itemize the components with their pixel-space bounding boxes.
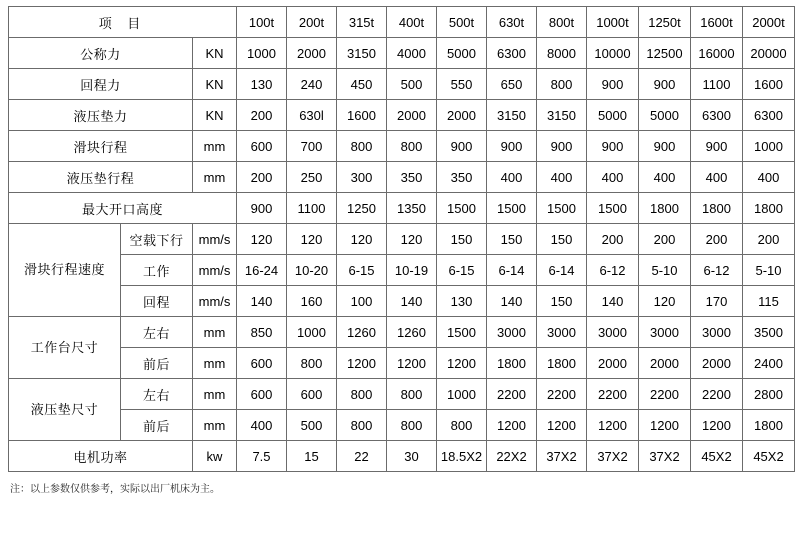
cell-value: 3000 — [487, 317, 537, 348]
cell-value: 800 — [437, 410, 487, 441]
cell-value: 1260 — [387, 317, 437, 348]
cell-value: 500 — [287, 410, 337, 441]
cell-value: 800 — [537, 69, 587, 100]
group-label: 工作台尺寸 — [9, 317, 121, 379]
table-row — [9, 224, 795, 255]
cell-value: 2200 — [537, 379, 587, 410]
cell-value: 2200 — [691, 379, 743, 410]
cell-value: 45X2 — [691, 441, 743, 472]
cell-value: 3150 — [487, 100, 537, 131]
cell-value: 1200 — [487, 410, 537, 441]
cell-value: 400 — [537, 162, 587, 193]
cell-value: 12500 — [639, 38, 691, 69]
cell-value: 37X2 — [639, 441, 691, 472]
row-label: 液压垫力 — [9, 100, 193, 131]
cell-value: 200 — [743, 224, 795, 255]
cell-value: 1200 — [387, 348, 437, 379]
footnote: 注：以上参数仅供参考，实际以出厂机床为主。 — [10, 484, 220, 495]
cell-value: 1200 — [639, 410, 691, 441]
row-unit: mm — [193, 379, 237, 410]
cell-value: 1250 — [337, 193, 387, 224]
cell-value: 1000 — [437, 379, 487, 410]
cell-value: 1500 — [537, 193, 587, 224]
table-row — [9, 255, 795, 286]
cell-value: 10-19 — [387, 255, 437, 286]
row-label: 回程力 — [9, 69, 193, 100]
cell-value: 200 — [237, 100, 287, 131]
cell-value: 6300 — [743, 100, 795, 131]
row-unit: mm — [193, 410, 237, 441]
cell-value: 500 — [387, 69, 437, 100]
cell-value: 200 — [639, 224, 691, 255]
cell-value: 1500 — [587, 193, 639, 224]
cell-value: 630l — [287, 100, 337, 131]
cell-value: 150 — [537, 224, 587, 255]
cell-value: 1200 — [691, 410, 743, 441]
cell-value: 1350 — [387, 193, 437, 224]
cell-value: 3500 — [743, 317, 795, 348]
cell-value: 6-12 — [691, 255, 743, 286]
cell-value: 115 — [743, 286, 795, 317]
header-model: 1000t — [587, 7, 639, 38]
header-model: 2000t — [743, 7, 795, 38]
header-model: 630t — [487, 7, 537, 38]
row-unit: mm/s — [193, 224, 237, 255]
cell-value: 350 — [437, 162, 487, 193]
cell-value: 140 — [487, 286, 537, 317]
header-model: 500t — [437, 7, 487, 38]
cell-value: 850 — [237, 317, 287, 348]
cell-value: 2000 — [387, 100, 437, 131]
cell-value: 300 — [337, 162, 387, 193]
cell-value: 2400 — [743, 348, 795, 379]
cell-value: 1000 — [743, 131, 795, 162]
group-label: 滑块行程速度 — [9, 224, 121, 317]
header-model: 200t — [287, 7, 337, 38]
cell-value: 16000 — [691, 38, 743, 69]
cell-value: 200 — [587, 224, 639, 255]
row-label: 滑块行程 — [9, 131, 193, 162]
cell-value: 2800 — [743, 379, 795, 410]
header-item-label: 项 目 — [9, 7, 237, 38]
cell-value: 120 — [639, 286, 691, 317]
specification-table — [8, 6, 795, 472]
cell-value: 6-15 — [337, 255, 387, 286]
table-row — [9, 410, 795, 441]
group-label: 液压垫尺寸 — [9, 379, 121, 441]
cell-value: 120 — [337, 224, 387, 255]
cell-value: 250 — [287, 162, 337, 193]
table-row — [9, 286, 795, 317]
cell-value: 2200 — [639, 379, 691, 410]
cell-value: 150 — [437, 224, 487, 255]
header-model: 400t — [387, 7, 437, 38]
cell-value: 400 — [487, 162, 537, 193]
cell-value: 100 — [337, 286, 387, 317]
cell-value: 1800 — [743, 410, 795, 441]
cell-value: 6-14 — [537, 255, 587, 286]
cell-value: 900 — [587, 69, 639, 100]
row-unit: KN — [193, 69, 237, 100]
table-row — [9, 38, 795, 69]
table-row — [9, 162, 795, 193]
row-unit: mm — [193, 317, 237, 348]
cell-value: 170 — [691, 286, 743, 317]
cell-value: 1200 — [337, 348, 387, 379]
cell-value: 400 — [237, 410, 287, 441]
cell-value: 350 — [387, 162, 437, 193]
cell-value: 8000 — [537, 38, 587, 69]
cell-value: 600 — [237, 379, 287, 410]
cell-value: 3000 — [537, 317, 587, 348]
subrow-label: 前后 — [121, 348, 193, 379]
cell-value: 600 — [237, 348, 287, 379]
subrow-label: 左右 — [121, 379, 193, 410]
row-unit: mm — [193, 162, 237, 193]
cell-value: 900 — [537, 131, 587, 162]
cell-value: 200 — [691, 224, 743, 255]
cell-value: 2200 — [587, 379, 639, 410]
cell-value: 6300 — [691, 100, 743, 131]
table-row — [9, 441, 795, 472]
cell-value: 900 — [487, 131, 537, 162]
cell-value: 15 — [287, 441, 337, 472]
cell-value: 800 — [287, 348, 337, 379]
cell-value: 1600 — [743, 69, 795, 100]
cell-value: 5000 — [639, 100, 691, 131]
header-model: 100t — [237, 7, 287, 38]
cell-value: 650 — [487, 69, 537, 100]
table-row — [9, 100, 795, 131]
row-unit: mm/s — [193, 286, 237, 317]
row-label: 电机功率 — [9, 441, 193, 472]
cell-value: 1200 — [437, 348, 487, 379]
table-row — [9, 348, 795, 379]
cell-value: 2000 — [691, 348, 743, 379]
cell-value: 6-15 — [437, 255, 487, 286]
cell-value: 150 — [487, 224, 537, 255]
cell-value: 120 — [387, 224, 437, 255]
cell-value: 5000 — [437, 38, 487, 69]
row-label: 公称力 — [9, 38, 193, 69]
cell-value: 800 — [337, 410, 387, 441]
row-unit: KN — [193, 100, 237, 131]
cell-value: 800 — [337, 379, 387, 410]
cell-value: 800 — [387, 379, 437, 410]
cell-value: 400 — [743, 162, 795, 193]
cell-value: 6300 — [487, 38, 537, 69]
cell-value: 1000 — [237, 38, 287, 69]
cell-value: 4000 — [387, 38, 437, 69]
cell-value: 30 — [387, 441, 437, 472]
cell-value: 2000 — [639, 348, 691, 379]
subrow-label: 空载下行 — [121, 224, 193, 255]
cell-value: 400 — [587, 162, 639, 193]
cell-value: 2000 — [437, 100, 487, 131]
cell-value: 600 — [237, 131, 287, 162]
row-label: 最大开口高度 — [9, 193, 237, 224]
cell-value: 1100 — [691, 69, 743, 100]
cell-value: 5-10 — [639, 255, 691, 286]
cell-value: 1000 — [287, 317, 337, 348]
cell-value: 1800 — [537, 348, 587, 379]
cell-value: 2000 — [287, 38, 337, 69]
subrow-label: 左右 — [121, 317, 193, 348]
cell-value: 900 — [437, 131, 487, 162]
cell-value: 450 — [337, 69, 387, 100]
cell-value: 2000 — [587, 348, 639, 379]
cell-value: 10000 — [587, 38, 639, 69]
cell-value: 3150 — [337, 38, 387, 69]
cell-value: 3000 — [691, 317, 743, 348]
cell-value: 240 — [287, 69, 337, 100]
cell-value: 16-24 — [237, 255, 287, 286]
cell-value: 130 — [437, 286, 487, 317]
cell-value: 800 — [387, 410, 437, 441]
cell-value: 600 — [287, 379, 337, 410]
cell-value: 1500 — [437, 193, 487, 224]
cell-value: 22 — [337, 441, 387, 472]
cell-value: 1600 — [337, 100, 387, 131]
row-unit: kw — [193, 441, 237, 472]
row-unit: mm — [193, 348, 237, 379]
cell-value: 7.5 — [237, 441, 287, 472]
table-header-row — [9, 7, 795, 38]
cell-value: 800 — [337, 131, 387, 162]
header-model: 800t — [537, 7, 587, 38]
subrow-label: 回程 — [121, 286, 193, 317]
table-row — [9, 379, 795, 410]
cell-value: 120 — [287, 224, 337, 255]
cell-value: 1500 — [487, 193, 537, 224]
cell-value: 800 — [387, 131, 437, 162]
cell-value: 5-10 — [743, 255, 795, 286]
row-unit: KN — [193, 38, 237, 69]
cell-value: 1200 — [587, 410, 639, 441]
row-unit: mm/s — [193, 255, 237, 286]
cell-value: 120 — [237, 224, 287, 255]
cell-value: 18.5X2 — [437, 441, 487, 472]
cell-value: 1200 — [537, 410, 587, 441]
cell-value: 140 — [387, 286, 437, 317]
header-model: 1600t — [691, 7, 743, 38]
cell-value: 140 — [237, 286, 287, 317]
row-label: 液压垫行程 — [9, 162, 193, 193]
cell-value: 130 — [237, 69, 287, 100]
cell-value: 20000 — [743, 38, 795, 69]
cell-value: 10-20 — [287, 255, 337, 286]
cell-value: 3000 — [639, 317, 691, 348]
cell-value: 2200 — [487, 379, 537, 410]
cell-value: 3000 — [587, 317, 639, 348]
table-row — [9, 193, 795, 224]
cell-value: 150 — [537, 286, 587, 317]
cell-value: 900 — [691, 131, 743, 162]
cell-value: 3150 — [537, 100, 587, 131]
cell-value: 400 — [691, 162, 743, 193]
cell-value: 37X2 — [537, 441, 587, 472]
cell-value: 1800 — [639, 193, 691, 224]
table-row — [9, 317, 795, 348]
cell-value: 5000 — [587, 100, 639, 131]
header-model: 1250t — [639, 7, 691, 38]
cell-value: 550 — [437, 69, 487, 100]
cell-value: 1100 — [287, 193, 337, 224]
cell-value: 700 — [287, 131, 337, 162]
table-row — [9, 69, 795, 100]
subrow-label: 工作 — [121, 255, 193, 286]
cell-value: 22X2 — [487, 441, 537, 472]
subrow-label: 前后 — [121, 410, 193, 441]
cell-value: 1500 — [437, 317, 487, 348]
cell-value: 900 — [639, 131, 691, 162]
cell-value: 900 — [587, 131, 639, 162]
cell-value: 1800 — [691, 193, 743, 224]
cell-value: 900 — [639, 69, 691, 100]
cell-value: 1260 — [337, 317, 387, 348]
cell-value: 45X2 — [743, 441, 795, 472]
cell-value: 1800 — [743, 193, 795, 224]
cell-value: 37X2 — [587, 441, 639, 472]
table-row — [9, 131, 795, 162]
cell-value: 1800 — [487, 348, 537, 379]
row-unit: mm — [193, 131, 237, 162]
cell-value: 6-12 — [587, 255, 639, 286]
cell-value: 160 — [287, 286, 337, 317]
header-model: 315t — [337, 7, 387, 38]
cell-value: 900 — [237, 193, 287, 224]
cell-value: 6-14 — [487, 255, 537, 286]
cell-value: 200 — [237, 162, 287, 193]
cell-value: 140 — [587, 286, 639, 317]
cell-value: 400 — [639, 162, 691, 193]
